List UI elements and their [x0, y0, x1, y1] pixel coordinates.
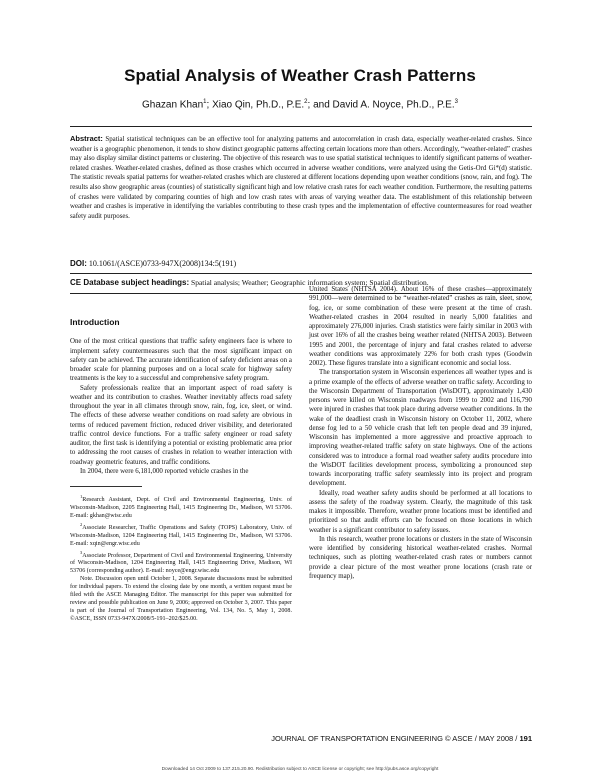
subject-label: CE Database subject headings:	[70, 278, 190, 287]
left-column	[70, 318, 292, 624]
body-paragraph-1: United States (NHTSA 2004). About 16% of these crashes—approximately 991,000—were determined to be “weather-related” crashes as rain, sleet, snow, fog, ice, or some combination of these were present at the time of crash. Weather-related crashes in 2004 resulted in nearly 5,000 fatalities and approximately 276,000 injuries. Crash statistics were fairly similar in 2003 with just over 16% of all the crashes being weather related (NHTSA 2003). Between 1995 and 2001, the percentage of injury and fatal crashes related to adverse weather conditions was approximately 22% for both crash types (Goodwin 2002). These figures translate into a significant economic and social loss.	[309, 286, 532, 367]
subject-divider	[70, 273, 532, 274]
intro-paragraph-3: In 2004, there were 6,181,000 reported vehicle crashes in the	[80, 467, 249, 475]
download-notice: Downloaded 14 Oct 2009 to 137.215.20.90. Redistribution subject to ASCE license or copyright; see http://pubs.asce.org/copyright	[161, 767, 439, 772]
body-paragraph-2: The transportation system in Wisconsin experiences all weather types and is a prime example of the effects of adverse weather on traffic safety. According to the Wisconsin Department of Transportation (WisDOT), approximately 1,430 persons were killed on Wisconsin roadways from 1999 to 2002 and 116,790 were injured in crashes that took place during adverse weather conditions. In the wake of the deadliest crash in Wisconsin history on October 11, 2002, where dense fog led to a 50 vehicle crash that left ten people dead and 39 injured, Wisconsin has implemented a more aggressive and proactive approach to improving weather-related traffic safety on state highways. One of the actions considered was to introduce a formal road weather safety audits procedure into the WisDOT facilities development process, symbolizing a pronounced step towards incorporating traffic safety seamlessly into its project and program development.	[309, 369, 532, 488]
author-line	[0, 99, 600, 110]
right-column	[309, 285, 532, 581]
doi-label: DOI:	[70, 259, 87, 268]
abstract	[70, 134, 532, 221]
author-1-marker: 1	[203, 99, 207, 105]
footnote-1-marker: 1	[80, 494, 83, 499]
author-3-marker: 3	[454, 99, 458, 105]
author-2: ; Xiao Qin, Ph.D., P.E.	[206, 99, 305, 111]
body-paragraph-4: In this research, weather prone locations or clusters in the state of Wisconsin were identified by considering historical weather-related crashes. Normal techniques, such as plotting weather-related crash rates or numbers cannot provide a clear picture of the most weather prone locations (crash rate or frequency map),	[309, 535, 532, 580]
footnote-1-text: Research Assistant, Dept. of Civil and Environmental Engineering, Univ. of Wisconsin-Madison, 2205 Engineering Hall, 1415 Engineering Dr., Madison, WI 53706. E-mail: gkhan@wisc.edu	[70, 497, 292, 519]
abstract-text: Spatial statistical techniques can be an effective tool for analyzing patterns and autocorrelation in crash data, especially weather-related crashes. Since weather is a geographic phenomenon, it tends to show distinct geographic patterns affecting certain locations more than others. Accordingly, “weather-related” crashes may also display similar distinct patterns or clustering. The objective of this research was to use spatial statistical techniques to identify significant patterns of weather-related crashes. Weather-related crashes, defined as those crashes which occurred in adverse weather conditions, were analyzed using the Getis-Ord Gi*(d) statistic. The statistic reveals spatial patterns for weather-related crashes which are clustered at different locations depending upon weather conditions (snow, rain, and fog). The results also show geographic areas (counties) of statistically significant high and low relative crash rates for each weather condition. Furthermore, the resulting patterns of crashes were validated by comparing counties of high and low crash rates with areas of varying weather data. The establishment of this relationship between weather and crashes is imperative in identifying the variables contributing to these crash types and the implementation of effective countermeasures for road weather safety audit purposes.	[70, 136, 532, 220]
doi-value[interactable]: 10.1061/(ASCE)0733-947X(2008)134:5(191)	[88, 259, 237, 268]
editorial-note: Note. Discussion open until October 1, 2008. Separate discussions must be submitted for individual papers. To extend the closing date by one month, a written request must be filed with the ASCE Managing Editor. The manuscript for this paper was submitted for review and possible publication on June 9, 2006; approved on October 3, 2007. This paper is part of the Journal of Transportation Engineering, Vol. 134, No. 5, May 1, 2008. ©ASCE, ISSN 0733-947X/2008/5-191–202/$25.00.	[70, 576, 292, 622]
footnote-3-marker: 3	[80, 549, 83, 555]
body-paragraph-3: Ideally, road weather safety audits should be performed at all locations to assess the safety of the roadway system. Clearly, the magnitude of this task makes it impossible. Therefore, weather prone locations must be identified and prioritized so that audit efforts can be focused on those locations in which weather is a significant contributor to safety issues.	[309, 489, 532, 534]
footnote-1	[70, 493, 292, 521]
author-3: ; and David A. Noyce, Ph.D., P.E.	[307, 99, 455, 111]
journal-citation: JOURNAL OF TRANSPORTATION ENGINEERING © ASCE / MAY 2008 /	[271, 734, 520, 743]
subject-value: Spatial analysis; Weather; Geographic information system; Spatial distribution.	[191, 278, 429, 287]
author-2-marker: 2	[304, 99, 308, 105]
page-number: 191	[519, 734, 532, 743]
doi-line	[70, 259, 236, 268]
header-divider	[70, 126, 532, 127]
intro-paragraph-1: One of the most critical questions that traffic safety engineers face is where to implement safety countermeasures such that the most significant impact on safety can be achieved. The accurate identification of safety deficient areas on a broader scale for planning purposes and on a local scale for highway safety treatments is the key to a successful and comprehensive safety program.	[70, 338, 292, 383]
author-1: Ghazan Khan	[142, 99, 204, 111]
footnote-2-text: Associate Researcher, Traffic Operations and Safety (TOPS) Laboratory, Univ. of Wisconsin-Madison, 1204 Engineering Hall, 1415 Engineering Dr., Madison, WI 53706. E-mail: xqin@engr.wisc.edu	[70, 524, 292, 547]
abstract-label: Abstract:	[70, 134, 103, 143]
footnote-3	[70, 549, 292, 577]
page-footer	[271, 734, 532, 743]
footnote-2-marker: 2	[80, 521, 83, 527]
footnote-divider	[70, 486, 142, 487]
footnote-2	[70, 521, 292, 549]
intro-paragraph-2: Safety professionals realize that an important aspect of road safety is weather and its contribution to crashes. Weather inevitably affects road safety throughout the year in all climates through snow, rain, fog, ice, sleet, or wind. The effects of these adverse weather conditions on road safety are obvious in terms of reduced pavement friction, reduced driver visibility, and deteriorated traffic control device functions. For a traffic safety engineer or road safety auditor, the first task is identifying a potential or existing problematic area prior to addressing the root causes of crashes in relation to weather interaction with roadway geometric features, and traffic conditions.	[70, 384, 292, 466]
footnote-3-text: Associate Professor, Department of Civil and Environmental Engineering, University of Wisconsin-Madison, 1204 Engineering Hall, 1415 Engineering Drive, Madison, WI 53706 (corresponding author). E-mail: noyce@engr.wisc.edu	[70, 552, 292, 575]
section-heading-introduction: Introduction	[70, 317, 120, 327]
paper-title: Spatial Analysis of Weather Crash Patterns	[124, 66, 476, 85]
